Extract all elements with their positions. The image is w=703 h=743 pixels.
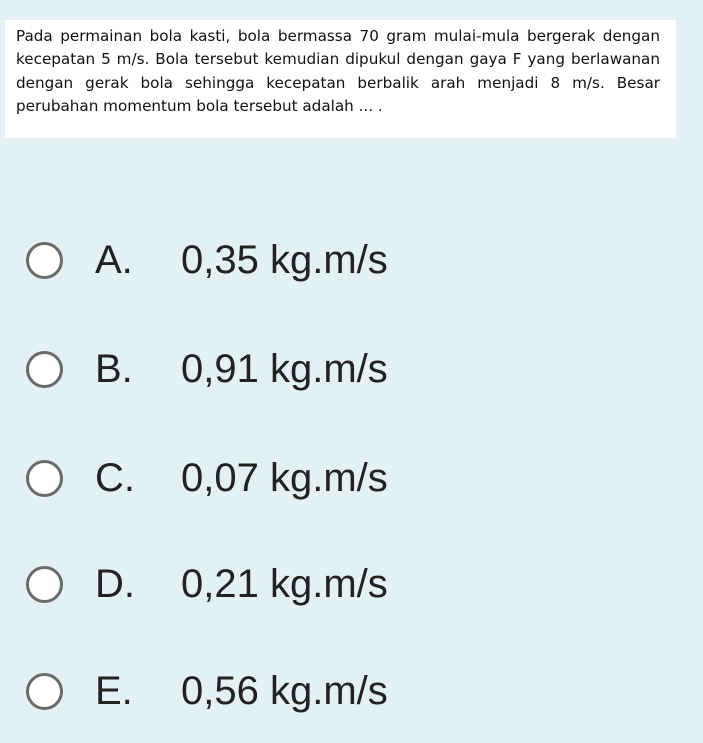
option-letter-c: C. [95,456,135,500]
radio-button-d[interactable] [26,566,63,603]
radio-button-b[interactable] [26,351,63,388]
option-value-d: 0,21 kg.m/s [181,562,388,606]
option-value-c: 0,07 kg.m/s [181,456,388,500]
option-c[interactable] [26,453,388,503]
option-b[interactable] [26,344,388,394]
option-value-a: 0,35 kg.m/s [181,238,388,282]
option-value-e: 0,56 kg.m/s [181,669,388,713]
radio-button-a[interactable] [26,242,63,279]
question-text: Pada permainan bola kasti, bola bermassa 70 gram mulai-mula bergerak dengan kecepatan 5 m/s. Bola tersebut kemudian dipukul dengan gaya F yang berlawanan dengan gerak bola sehingga kecepatan berbalik arah menjadi 8 m/s. Besar perubahan momentum bola tersebut adalah ... . [16,27,660,116]
radio-button-c[interactable] [26,460,63,497]
option-letter-d: D. [95,562,135,606]
option-letter-e: E. [95,669,133,713]
option-value-b: 0,91 kg.m/s [181,347,388,391]
option-d[interactable] [26,559,388,609]
option-e[interactable] [26,666,388,716]
option-letter-b: B. [95,347,133,391]
radio-button-e[interactable] [26,673,63,710]
option-letter-a: A. [95,238,133,282]
option-a[interactable] [26,235,388,285]
